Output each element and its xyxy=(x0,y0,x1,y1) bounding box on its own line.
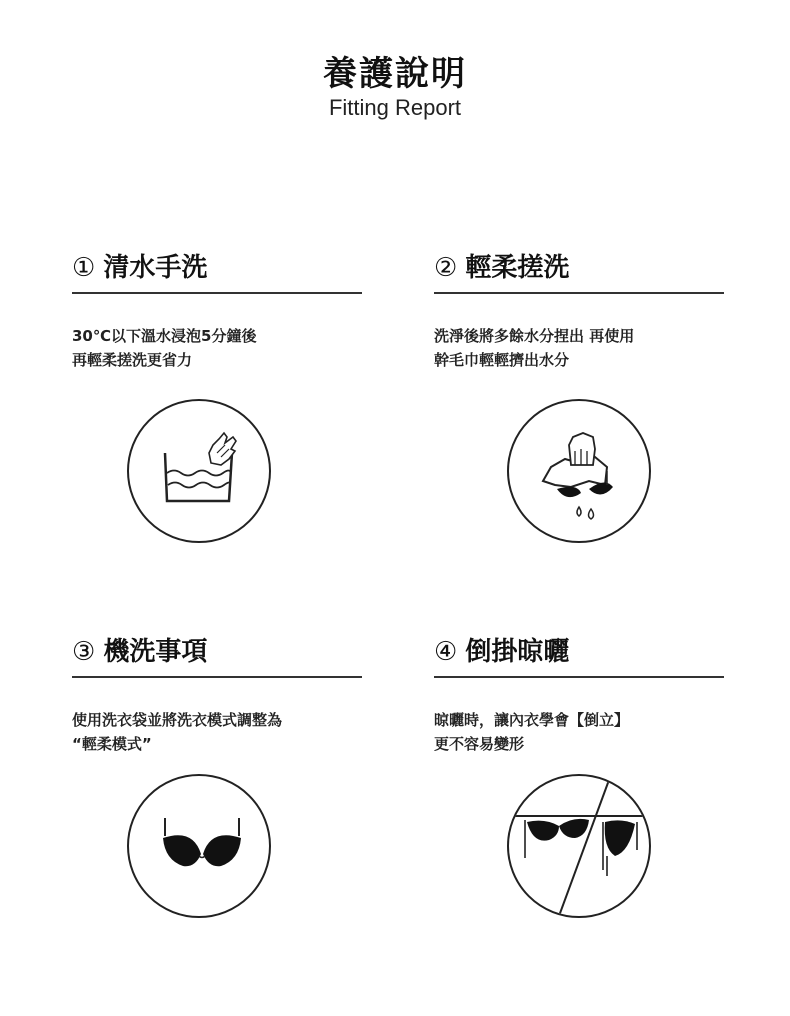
step-description-line: 幹毛巾輕輕擠出水分 xyxy=(434,351,570,369)
bra-wash-bag-icon xyxy=(127,774,271,918)
step-divider xyxy=(72,292,362,294)
hang-upside-down-icon xyxy=(507,774,651,918)
step-description xyxy=(72,708,372,756)
towel-squeeze-icon xyxy=(507,399,651,543)
step-title: 清水手洗 xyxy=(103,253,208,283)
step-number: ② xyxy=(434,253,458,283)
step-description-line: 使用洗衣袋並將洗衣模式調整為 xyxy=(72,711,283,729)
step-description xyxy=(434,708,734,756)
step-heading xyxy=(72,248,362,288)
step-description-line: 再輕柔搓洗更省力 xyxy=(72,351,193,369)
step-description-line: 晾曬時，讓內衣學會【倒立】 xyxy=(434,711,630,729)
care-step-3 xyxy=(72,632,362,756)
step-heading xyxy=(434,632,724,672)
step-title: 輕柔搓洗 xyxy=(465,253,570,283)
care-step-2 xyxy=(434,248,724,372)
step-divider xyxy=(434,676,724,678)
care-step-4 xyxy=(434,632,724,756)
step-divider xyxy=(72,676,362,678)
step-description-line: 洗淨後將多餘水分捏出 再使用 xyxy=(434,327,635,345)
step-description-line: 更不容易變形 xyxy=(434,735,525,753)
step-description-line: “輕柔模式” xyxy=(72,735,152,753)
step-description xyxy=(72,324,372,372)
hand-wash-basin-icon xyxy=(127,399,271,543)
step-number: ① xyxy=(72,253,96,283)
care-step-1 xyxy=(72,248,362,372)
step-description-line: 30℃以下溫水浸泡5分鐘後 xyxy=(72,327,257,345)
step-number: ④ xyxy=(434,637,458,667)
step-title: 機洗事項 xyxy=(103,637,208,667)
step-title: 倒掛晾曬 xyxy=(465,637,570,667)
step-description xyxy=(434,324,734,372)
step-heading xyxy=(434,248,724,288)
page-subtitle: Fitting Report xyxy=(328,95,462,120)
step-number: ③ xyxy=(72,637,96,667)
step-divider xyxy=(434,292,724,294)
step-heading xyxy=(72,632,362,672)
page-title: 養護說明 xyxy=(323,54,467,94)
